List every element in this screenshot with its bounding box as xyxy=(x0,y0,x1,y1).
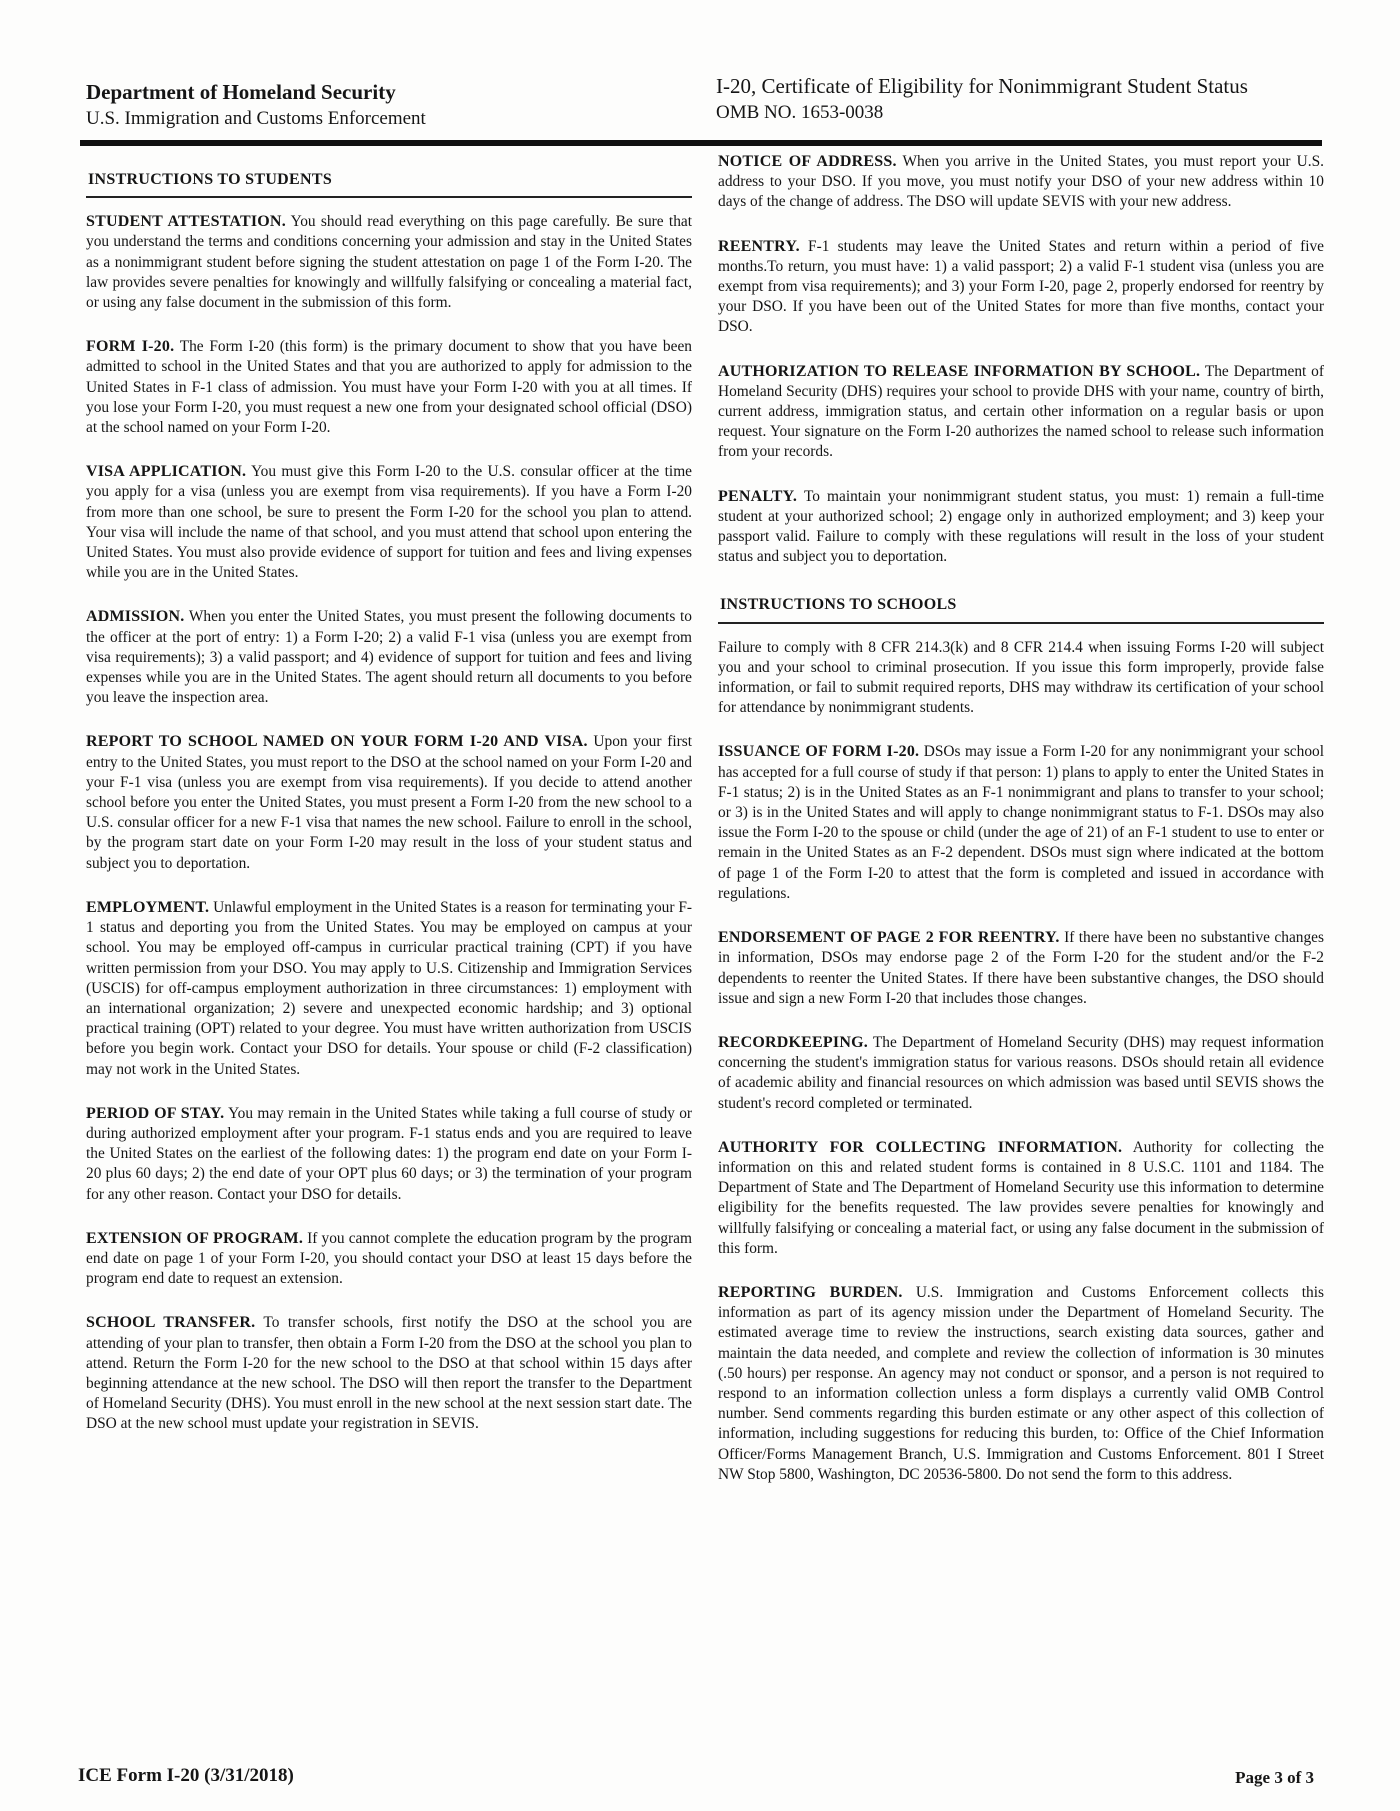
instruction-paragraph xyxy=(86,212,692,313)
instruction-paragraph xyxy=(718,928,1324,1009)
students-heading: INSTRUCTIONS TO STUDENTS xyxy=(86,152,692,198)
paragraph-text: Authority for collecting the information on this and related student forms is contained in 8 U.S.C. 1101 and 1184. The Department of State and The Department of Homeland Security use this information to determine eligibility for the benefits requested. The law provides severe penalties for knowingly and willfully falsifying or concealing a material fact, or using any false document in the submission of this form. xyxy=(718,1138,1325,1257)
header-rule xyxy=(80,140,1322,146)
paragraph-title: AUTHORIZATION TO RELEASE INFORMATION BY SCHOOL. xyxy=(718,362,1201,380)
instruction-paragraph xyxy=(86,462,692,583)
paragraph-text: You should read everything on this page carefully. Be sure that you understand the terms and conditions concerning your admission and stay in the United States as a nonimmigrant student before signing the student attestation on page 1 of the Form I-20. The law provides severe penalties for knowingly and willfully falsifying or concealing a material fact, or using any false document in the submission of this form. xyxy=(86,213,693,312)
paragraph-text: Unlawful employment in the United States is a reason for terminating your F-1 status and deporting you from the United States. You may be employed on campus at your school. You may be employed off-campus in curricular practical training (CPT) if you have written permission from your DSO. You may apply to U.S. Citizenship and Immigration Services (USCIS) for off-campus employment authorization in three circumstances: 1) employment with an international organization; 2) severe and unexpected economic hardship; and 3) optional practical training (OPT) related to your degree. You must have written authorization from USCIS before you begin work. Contact your DSO for details. Your spouse or child (F-2 classification) may not work in the United States. xyxy=(86,898,693,1078)
agency-block xyxy=(86,78,426,132)
right-column xyxy=(718,152,1324,1509)
instruction-paragraph xyxy=(86,898,692,1080)
paragraph-title: RECORDKEEPING. xyxy=(718,1033,868,1051)
form-title: I-20, Certificate of Eligibility for Nonimmigrant Student Status xyxy=(716,74,1248,98)
right-top-sections xyxy=(718,152,1324,567)
paragraph-text: The Department of Homeland Security (DHS) may request information concerning the student's immigration status for various reasons. DSOs should retain all evidence of academic ability and financial resources on which admission was based until SEVIS shows the student's record completed or terminated. xyxy=(718,1033,1324,1112)
paragraph-title: REPORT TO SCHOOL NAMED ON YOUR FORM I-20 AND VISA. xyxy=(86,733,588,751)
paragraph-title: FORM I-20. xyxy=(86,338,175,356)
paragraph-title: ENDORSEMENT OF PAGE 2 FOR REENTRY. xyxy=(718,929,1060,947)
subagency-name: U.S. Immigration and Customs Enforcement xyxy=(86,108,426,129)
paragraph-text: You must give this Form I-20 to the U.S. consular officer at the time you apply for a visa (unless you are exempt from visa requirements). If you have a Form I-20 from more than one school, be sure to present the Form I-20 for the school you plan to attend. Your visa will include the name of that school, and you must attend that school upon entering the United States. You must also provide evidence of support for tuition and fees and living expenses while you are in the United States. xyxy=(86,463,692,582)
instruction-paragraph xyxy=(718,1033,1324,1114)
right-bottom-sections xyxy=(718,1138,1324,1485)
paragraph-title: PENALTY. xyxy=(718,487,798,505)
paragraph-text: If you cannot complete the education program by the program end date on page 1 of your Form I-20, you should contact your DSO at least 15 days before the program end date to request an extension. xyxy=(86,1229,692,1288)
left-column xyxy=(86,152,692,1459)
omb-number: OMB NO. 1653-0038 xyxy=(716,102,884,123)
paragraph-text: You may remain in the United States while taking a full course of study or during authorized employment after your program. F-1 status ends and you are required to leave the United States on the earliest of the following dates: 1) the program end date on your Form I-20 plus 60 days; 2) the end date of your OPT plus 60 days; or 3) the termination of your program for any other reason. Contact your DSO for details. xyxy=(86,1104,693,1203)
footer-form-id: ICE Form I-20 (3/31/2018) xyxy=(78,1765,294,1786)
instruction-paragraph xyxy=(86,1104,692,1205)
paragraph-text: To maintain your nonimmigrant student status, you must: 1) remain a full-time student at your authorized school; 2) engage only in authorized employment; and 3) keep your passport valid. Failure to comply with these regulations will result in the loss of your student status and subject you to deportation. xyxy=(718,487,1324,566)
page-header xyxy=(82,70,1300,140)
paragraph-title: PERIOD OF STAY. xyxy=(86,1104,225,1122)
instruction-paragraph xyxy=(718,237,1324,338)
footer-page-number: Page 3 of 3 xyxy=(1235,1768,1314,1787)
agency-name: Department of Homeland Security xyxy=(86,80,396,104)
instruction-paragraph xyxy=(86,1229,692,1290)
paragraph-text: When you enter the United States, you must present the following documents to the officer at the port of entry: 1) a Form I-20; 2) a valid F-1 visa (unless you are exempt from visa requirements); 3) a valid passport; and 4) evidence of support for tuition and fees and living expenses while you are in the United States. The agent should return all documents to you before you leave the inspection area. xyxy=(86,608,692,707)
paragraph-text: Upon your first entry to the United States, you must report to the DSO at the school named on your Form I-20 and your F-1 visa (unless you are exempt from visa requirements). If you decide to attend another school before you enter the United States, you must present a Form I-20 from the new school to a U.S. consular officer for a new F-1 visa that names the new school. Failure to enroll in the school, by the program start date on your Form I-20 may result in the loss of your student status and subject you to deportation. xyxy=(86,733,692,872)
paragraph-text: DSOs may issue a Form I-20 for any nonimmigrant your school has accepted for a full course of study if that person: 1) plans to apply to enter the United States in F-1 status; 2) is in the United States as an F-1 nonimmigrant and plans to transfer to your school; or 3) is in the United States and will apply to change nonimmigrant status to F-1. DSOs may also issue the Form I-20 to the spouse or child (under the age of 21) of an F-1 student to use to enter or remain in the United States as an F-2 dependent. DSOs must sign where indicated at the bottom of page 1 of the Form I-20 to attest that the form is completed and issued in accordance with regulations. xyxy=(718,743,1324,902)
paragraph-title: EXTENSION OF PROGRAM. xyxy=(86,1229,304,1247)
instruction-paragraph xyxy=(718,152,1324,213)
school-sections xyxy=(718,742,1324,1113)
paragraph-title: EMPLOYMENT. xyxy=(86,898,210,916)
paragraph-title: VISA APPLICATION. xyxy=(86,463,247,481)
form-title-block xyxy=(716,72,1248,126)
paragraph-text: The Form I-20 (this form) is the primary document to show that you have been admitted to school in the United States and that you are authorized to apply for admission to the United States in F-1 class of admission. You must have your Form I-20 with you at all times. If you lose your Form I-20, you must request a new one from your designated school official (DSO) at the school named on your Form I-20. xyxy=(86,338,692,437)
paragraph-text: If there have been no substantive changes in information, DSOs may endorse page 2 of the Form I-20 for the student and/or the F-2 dependents to reenter the United States. If there have been substantive changes, the DSO should issue and sign a new Form I-20 that includes those changes. xyxy=(718,929,1324,1007)
schools-heading: INSTRUCTIONS TO SCHOOLS xyxy=(718,591,1324,623)
instruction-paragraph xyxy=(718,1138,1324,1259)
paragraph-title: ISSUANCE OF FORM I-20. xyxy=(718,743,920,761)
paragraph-title: REENTRY. xyxy=(718,237,800,255)
instruction-paragraph xyxy=(718,1283,1324,1485)
instruction-paragraph xyxy=(86,1313,692,1434)
instruction-paragraph xyxy=(86,337,692,438)
instruction-paragraph xyxy=(86,732,692,873)
student-sections xyxy=(86,212,692,1434)
paragraph-text: U.S. Immigration and Customs Enforcement collects this information as part of its agency mission under the Department of Homeland Security. The estimated average time to review the instructions, search existing data sources, gather and maintain the data needed, and complete and review the collection of information is 30 minutes (.50 hours) per response. An agency may not conduct or sponsor, and a person is not required to respond to an information collection unless a form displays a currently valid OMB Control number. Send comments regarding this burden estimate or any other aspect of this collection of information, including suggestions for reducing this burden, to: Office of the Chief Information Officer/Forms Management Branch, U.S. Immigration and Customs Enforcement. 801 I Street NW Stop 5800, Washington, DC 20536-5800. Do not send the form to this address. xyxy=(718,1283,1324,1483)
paragraph-title: REPORTING BURDEN. xyxy=(718,1283,903,1301)
paragraph-text: F-1 students may leave the United States and return within a period of five months.To return, you must have: 1) a valid passport; 2) a valid F-1 student visa (unless you are exempt from visa requirements); and 3) your Form I-20, page 2, properly endorsed for reentry by your DSO. If you have been out of the United States for more than five months, contact your DSO. xyxy=(718,237,1324,336)
paragraph-title: NOTICE OF ADDRESS. xyxy=(718,153,897,170)
paragraph-text: The Department of Homeland Security (DHS) requires your school to provide DHS with your name, country of birth, current address, immigration status, and certain other information on a regular basis or upon request. Your signature on the Form I-20 authorizes the named school to release such information from your records. xyxy=(718,362,1324,461)
schools-intro: Failure to comply with 8 CFR 214.3(k) and 8 CFR 214.4 when issuing Forms I-20 will subject you and your school to criminal prosecution. If you issue this form improperly, provide false information, or fail to submit required reports, DHS may withdraw its certification of your school for attendance by nonimmigrant students. xyxy=(718,638,1324,717)
instruction-paragraph xyxy=(86,607,692,708)
paragraph-title: STUDENT ATTESTATION. xyxy=(86,213,286,231)
paragraph-text: To transfer schools, first notify the DSO at the school you are attending of your plan to transfer, then obtain a Form I-20 from the DSO at the school you plan to attend. Return the Form I-20 for the new school to the DSO at that school within 15 days after beginning attendance at the new school. The DSO will then report the transfer to the Department of Homeland Security (DHS). You must enroll in the new school at the next session start date. The DSO at the new school must update your registration in SEVIS. xyxy=(86,1314,692,1433)
paragraph-title: AUTHORITY FOR COLLECTING INFORMATION. xyxy=(718,1138,1123,1156)
paragraph-title: SCHOOL TRANSFER. xyxy=(86,1314,256,1332)
instruction-paragraph xyxy=(718,362,1324,463)
paragraph-text: When you arrive in the United States, you must report your U.S. address to your DSO. If you move, you must notify your DSO of your new address within 10 days of the change of address. The DSO will update SEVIS with your new address. xyxy=(718,153,1324,211)
instruction-paragraph xyxy=(718,487,1324,568)
paragraph-title: ADMISSION. xyxy=(86,608,185,626)
instruction-paragraph xyxy=(718,742,1324,904)
